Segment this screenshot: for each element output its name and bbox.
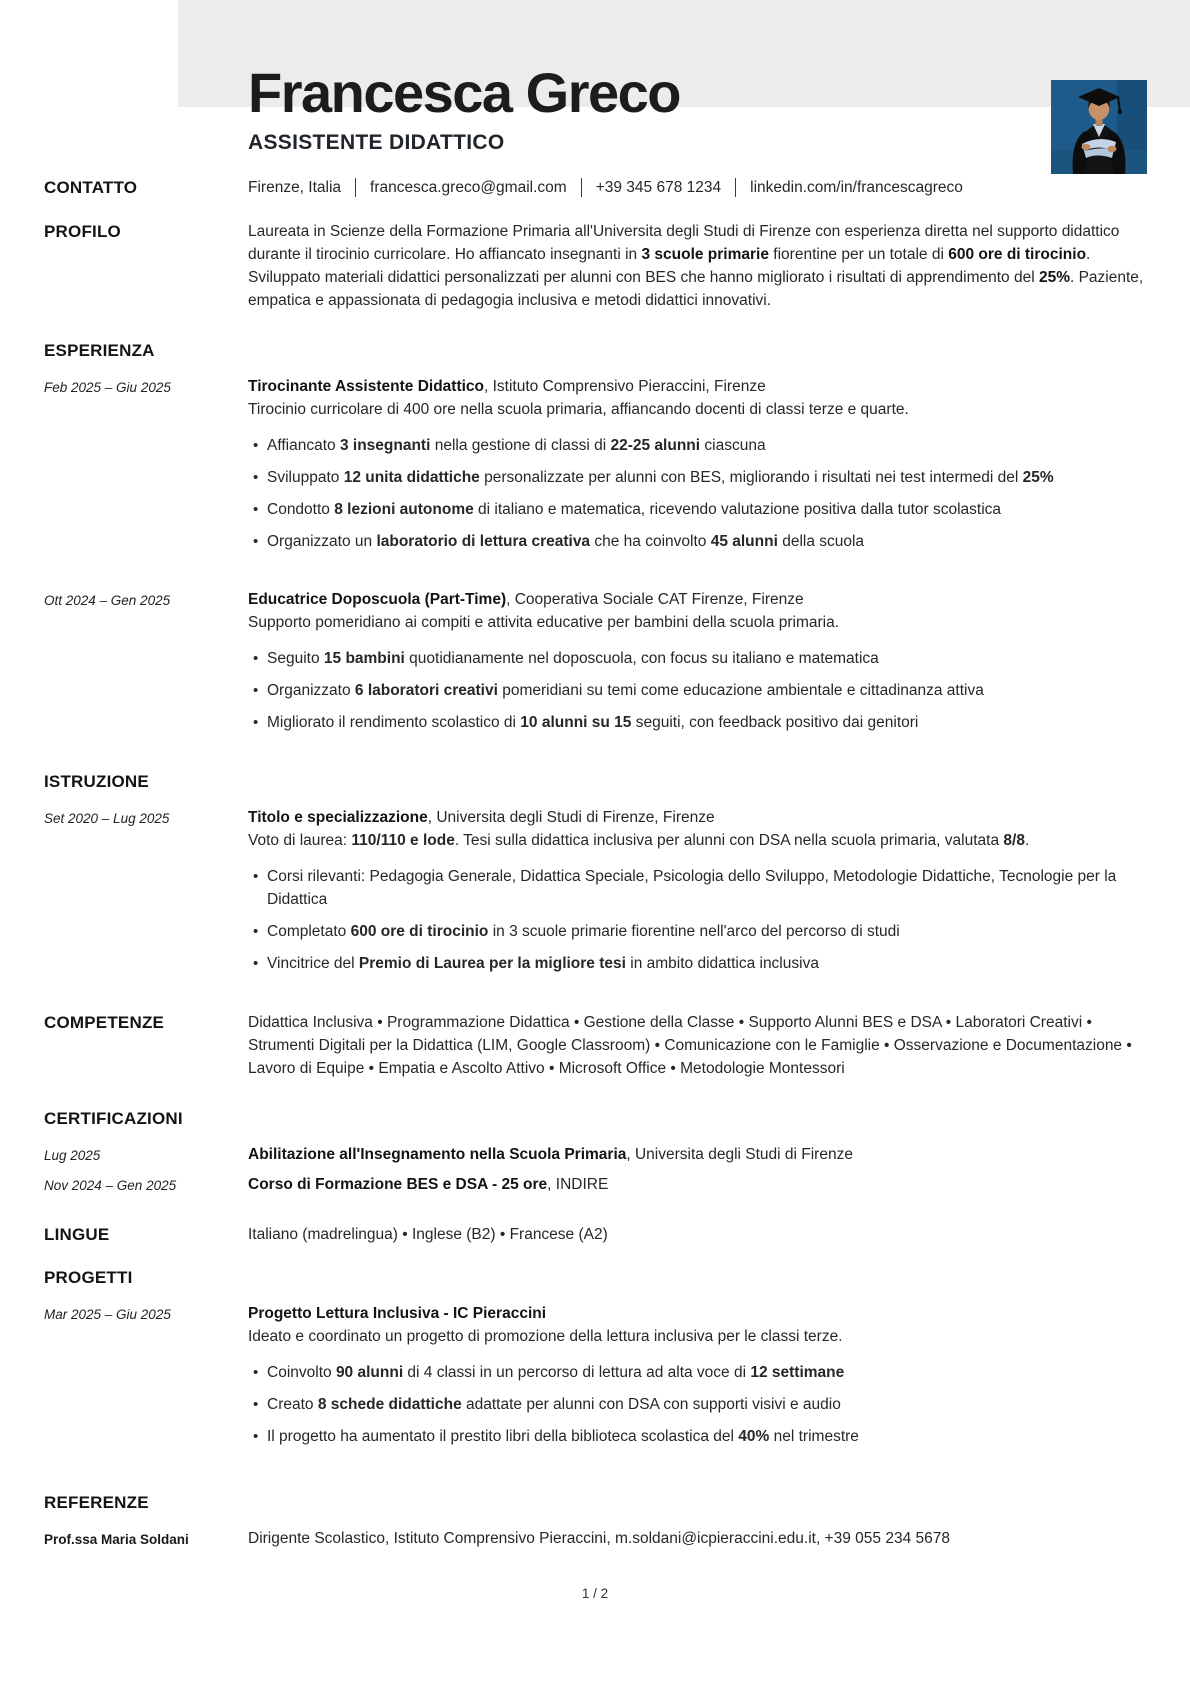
project-bullet: • Creato 8 schede didattiche adattate per alunni con DSA con supporti visivi e audio xyxy=(248,1393,1146,1416)
reference-name: Prof.ssa Maria Soldani xyxy=(44,1532,189,1547)
experience-title: Tirocinante Assistente Didattico, Istituto Comprensivo Pieraccini, Firenze xyxy=(248,378,766,395)
experience-dates: Ott 2024 – Gen 2025 xyxy=(44,593,171,608)
experience-entry-body xyxy=(248,588,1146,743)
experience-bullet: • Affiancato 3 insegnanti nella gestione di classi di 22-25 alunni ciascuna xyxy=(248,434,1146,457)
experience-bullet: • Condotto 8 lezioni autonome di italiano e matematica, ricevendo valutazione positiva dalla tutor scolastica xyxy=(248,498,1146,521)
contact-email: francesca.greco@gmail.com xyxy=(370,179,567,196)
education-entry-body xyxy=(248,806,1146,984)
certification-entry xyxy=(0,1173,1190,1196)
project-summary: Ideato e coordinato un progetto di promozione della lettura inclusiva per le classi terze. xyxy=(248,1328,843,1345)
projects-label: PROGETTI xyxy=(44,1268,133,1287)
contact-separator xyxy=(735,178,736,197)
skills-label: COMPETENZE xyxy=(44,1013,165,1032)
education-title: Titolo e specializzazione, Universita degli Studi di Firenze, Firenze xyxy=(248,809,715,826)
certification-dates: Nov 2024 – Gen 2025 xyxy=(44,1178,177,1193)
project-dates: Mar 2025 – Giu 2025 xyxy=(44,1307,171,1322)
experience-bullet: • Organizzato 6 laboratori creativi pomeridiani su temi come educazione ambientale e cittadinanza attiva xyxy=(248,679,1146,702)
contact-location: Firenze, Italia xyxy=(248,179,342,196)
certification-entry xyxy=(0,1143,1190,1166)
certification-dates: Lug 2025 xyxy=(44,1148,101,1163)
experience-bullet: • Organizzato un laboratorio di lettura creativa che ha coinvolto 45 alunni della scuola xyxy=(248,530,1146,553)
languages-label: LINGUE xyxy=(44,1225,110,1244)
project-bullet: • Il progetto ha aumentato il prestito libri della biblioteca scolastica del 40% nel trimestre xyxy=(248,1425,1146,1448)
references-label: REFERENZE xyxy=(44,1493,149,1512)
education-label: ISTRUZIONE xyxy=(44,772,149,791)
experience-title: Educatrice Doposcuola (Part-Time), Cooperativa Sociale CAT Firenze, Firenze xyxy=(248,591,804,608)
education-dates: Set 2020 – Lug 2025 xyxy=(44,811,170,826)
graduate-photo-illustration xyxy=(1051,80,1147,174)
contact-phone: +39 345 678 1234 xyxy=(595,179,722,196)
profile-text: Laureata in Scienze della Formazione Primaria all'Universita degli Studi di Firenze con esperienza diretta nel supporto didattico durante il tirocinio curricolare. Ho affiancato insegnanti in 3 scuole primarie fiorentine per un totale di 600 ore di tirocinio. Sviluppato materiali didattici personalizzati per alunni con BES che hanno migliorato i risultati di apprendimento del 25%. Paziente, empatica e appassionata di pedagogia inclusiva e metodi didattici innovativi. xyxy=(248,223,1144,309)
certifications-label: CERTIFICAZIONI xyxy=(44,1109,183,1128)
project-bullet-list xyxy=(248,1361,1146,1448)
section-education-heading xyxy=(0,770,1190,793)
languages-text: Italiano (madrelingua) • Inglese (B2) • Francese (A2) xyxy=(248,1226,608,1243)
person-job-title: ASSISTENTE DIDATTICO xyxy=(248,130,505,154)
experience-bullet: • Sviluppato 12 unita didattiche personalizzate per alunni con BES, migliorando i risultati nei test intermedi del 25% xyxy=(248,466,1146,489)
project-bullet: • Coinvolto 90 alunni di 4 classi in un percorso di lettura ad alta voce di 12 settimane xyxy=(248,1361,1146,1384)
page-indicator: 1 / 2 xyxy=(581,1586,609,1601)
section-projects-heading xyxy=(0,1266,1190,1289)
certification-title: Abilitazione all'Insegnamento nella Scuola Primaria, Universita degli Studi di Firenze xyxy=(248,1146,853,1163)
experience-entry-body xyxy=(248,375,1146,562)
education-bullet: • Vincitrice del Premio di Laurea per la migliore tesi in ambito didattica inclusiva xyxy=(248,952,1146,975)
experience-bullet-list xyxy=(248,434,1146,553)
certification-title: Corso di Formazione BES e DSA - 25 ore, INDIRE xyxy=(248,1176,609,1193)
experience-entry xyxy=(0,375,1190,562)
education-summary: Voto di laurea: 110/110 e lode. Tesi sulla didattica inclusiva per alunni con DSA nella scuola primaria, valutata 8/8. xyxy=(248,832,1030,849)
experience-bullet-list xyxy=(248,647,1146,734)
header xyxy=(248,62,680,155)
person-name: Francesca Greco xyxy=(248,61,680,124)
contact-separator xyxy=(581,178,582,197)
resume-body xyxy=(0,176,1190,1550)
experience-label: ESPERIENZA xyxy=(44,341,155,360)
skills-text: Didattica Inclusiva • Programmazione Didattica • Gestione della Classe • Supporto Alunni BES e DSA • Laboratori Creativi • Strumenti Digitali per la Didattica (LIM, Google Classroom) • Comunicazione con le Famiglie • Osservazione e Documentazione • Lavoro di Equipe • Empatia e Ascolto Attivo • Microsoft Office • Metodologie Montessori xyxy=(248,1014,1132,1077)
education-bullet: • Completato 600 ore di tirocinio in 3 scuole primarie fiorentine nell'arco del percorso di studi xyxy=(248,920,1146,943)
education-bullet: • Corsi rilevanti: Pedagogia Generale, Didattica Speciale, Psicologia dello Sviluppo, Metodologie Didattiche, Tecnologie per la Didattica xyxy=(248,865,1146,911)
section-contact xyxy=(0,176,1190,199)
section-languages xyxy=(0,1223,1190,1246)
section-skills xyxy=(0,1011,1190,1080)
contact-label: CONTATTO xyxy=(44,178,138,197)
project-title: Progetto Lettura Inclusiva - IC Pieraccini xyxy=(248,1305,547,1322)
experience-summary: Supporto pomeridiano ai compiti e attivita educative per bambini della scuola primaria. xyxy=(248,614,840,631)
contact-linkedin: linkedin.com/in/francescagreco xyxy=(750,179,963,196)
section-certifications-heading xyxy=(0,1107,1190,1130)
experience-entry xyxy=(0,588,1190,743)
education-entry xyxy=(0,806,1190,984)
profile-photo xyxy=(1051,80,1147,174)
experience-summary: Tirocinio curricolare di 400 ore nella scuola primaria, affiancando docenti di classi terze e quarte. xyxy=(248,401,909,418)
section-profile xyxy=(0,220,1190,312)
section-experience-heading xyxy=(0,339,1190,362)
experience-dates: Feb 2025 – Giu 2025 xyxy=(44,380,171,395)
experience-bullet: • Seguito 15 bambini quotidianamente nel doposcuola, con focus su italiano e matematica xyxy=(248,647,1146,670)
experience-bullet: • Migliorato il rendimento scolastico di 10 alunni su 15 seguiti, con feedback positivo dai genitori xyxy=(248,711,1146,734)
reference-detail: Dirigente Scolastico, Istituto Comprensivo Pieraccini, m.soldani@icpieraccini.edu.it, +39 055 234 5678 xyxy=(248,1530,950,1547)
reference-entry xyxy=(0,1527,1190,1550)
contact-separator xyxy=(355,178,356,197)
profile-label: PROFILO xyxy=(44,222,121,241)
education-bullet-list xyxy=(248,865,1146,975)
contact-items xyxy=(248,176,1146,199)
project-entry-body xyxy=(248,1302,1146,1457)
project-entry xyxy=(0,1302,1190,1457)
section-references-heading xyxy=(0,1491,1190,1514)
